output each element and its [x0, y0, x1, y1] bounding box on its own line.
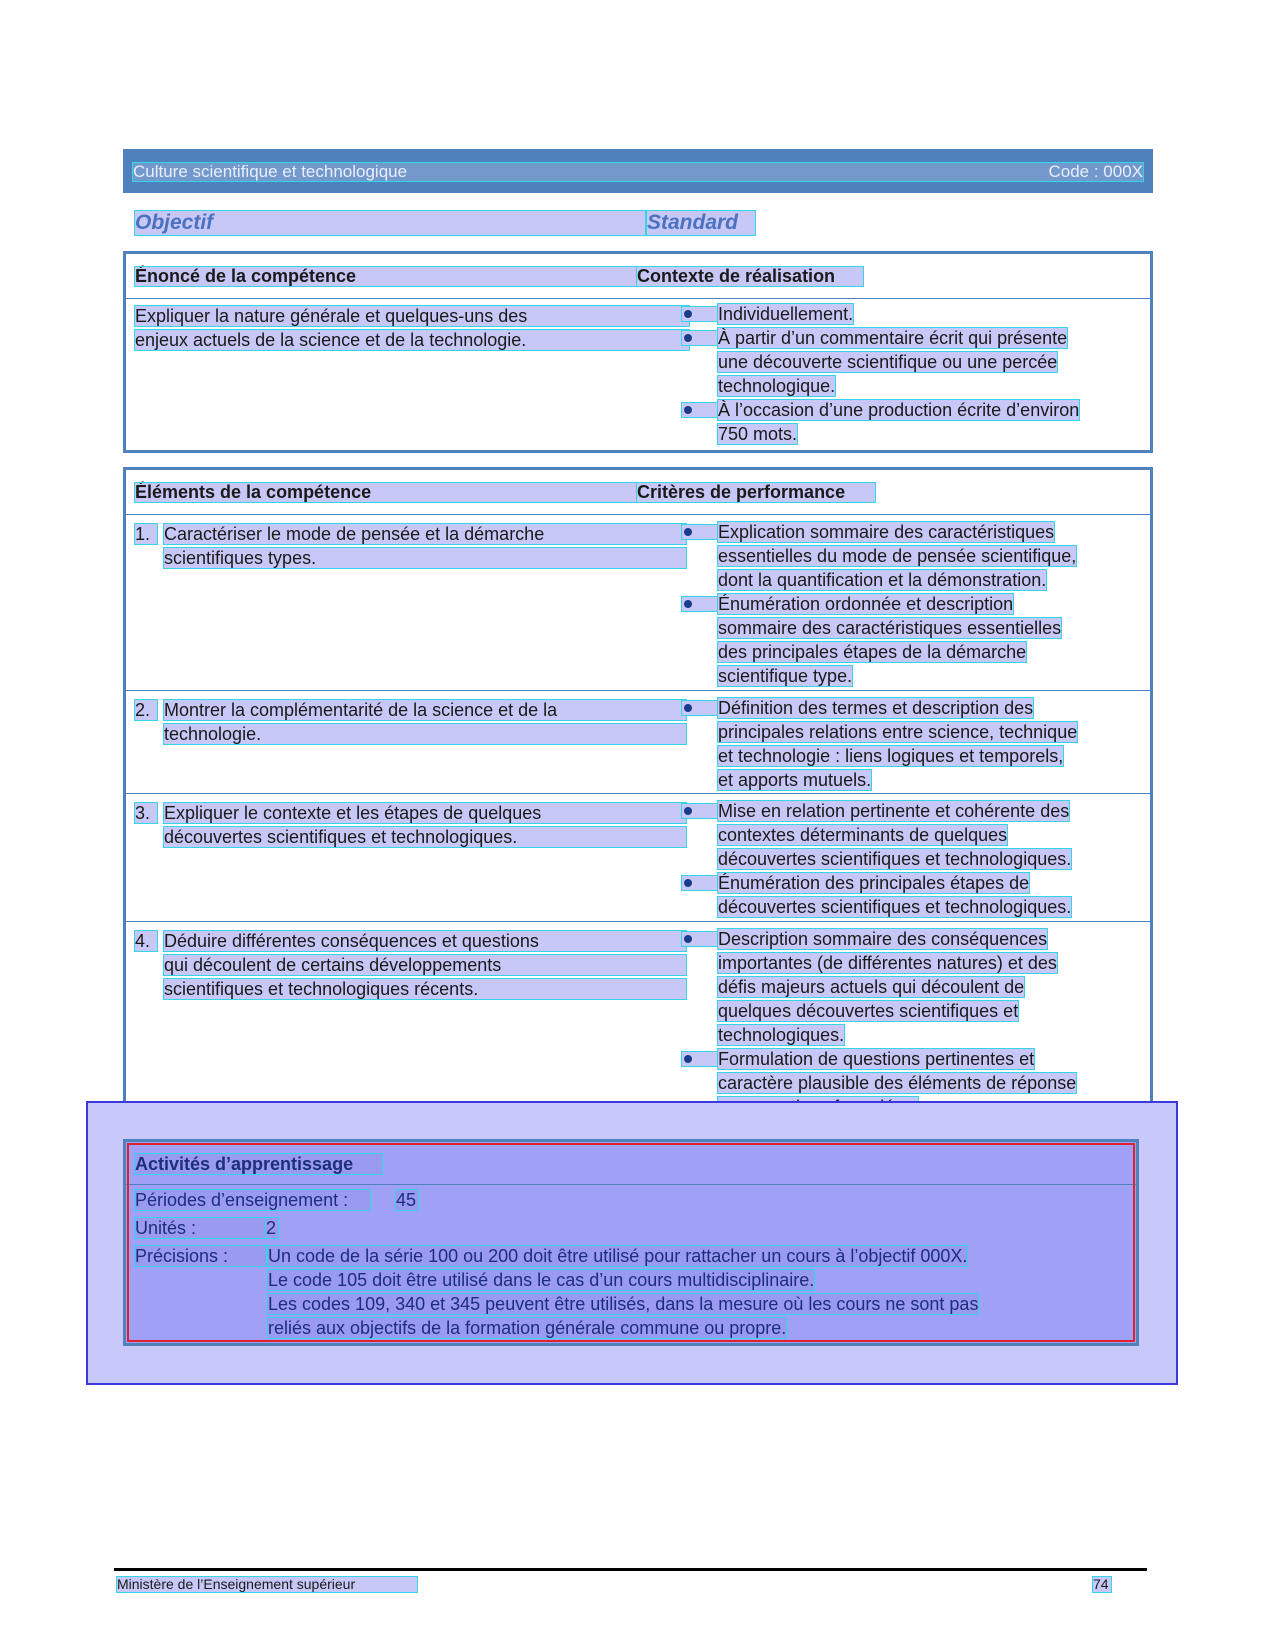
context-bullet-line: 750 mots.	[718, 424, 798, 444]
criterion-line: Énumération ordonnée et description	[718, 594, 1014, 614]
bullet-dot-icon	[684, 935, 692, 943]
competence-table	[123, 251, 1153, 453]
precision-line: Le code 105 doit être utilisé dans le cas d’un cours multidisciplinaire.	[268, 1270, 815, 1290]
elements-table-header	[126, 470, 1150, 515]
element-text-line: scientifiques types.	[164, 548, 686, 568]
footer-page-number: 74	[1093, 1577, 1111, 1592]
criterion-line: importantes (de différentes natures) et des	[718, 953, 1057, 973]
criterion-line: Formulation de questions pertinentes et	[718, 1049, 1035, 1069]
context-bullet-line: À partir d’un commentaire écrit qui présente	[718, 328, 1068, 348]
table-row-divider	[126, 690, 1150, 691]
element-number: 2.	[135, 700, 157, 720]
periods-label: Périodes d’enseignement :	[135, 1190, 370, 1210]
competence-statement-line: Expliquer la nature générale et quelques-uns des	[135, 306, 689, 326]
competence-statement-header: Énoncé de la compétence	[135, 267, 755, 286]
criterion-line: contextes déterminants de quelques	[718, 825, 1008, 845]
competence-table-header	[126, 254, 1150, 299]
competence-statement-line: enjeux actuels de la science et de la technologie.	[135, 330, 689, 350]
criterion-line: Description sommaire des conséquences	[718, 929, 1048, 949]
precisions-label: Précisions :	[135, 1246, 266, 1266]
criterion-line: des principales étapes de la démarche	[718, 642, 1027, 662]
criterion-line: technologiques.	[718, 1025, 845, 1045]
table-row-divider	[126, 793, 1150, 794]
bullet-dot-icon	[684, 807, 692, 815]
performance-criteria-header: Critères de performance	[637, 483, 875, 502]
objectif-standard-row	[135, 211, 756, 235]
context-bullet-line: une découverte scientifique ou une percée	[718, 352, 1058, 372]
element-text-line: découvertes scientifiques et technologiques.	[164, 827, 686, 847]
bullet-dot-icon	[684, 1055, 692, 1063]
criterion-line: caractère plausible des éléments de réponse	[718, 1073, 1077, 1093]
element-number: 3.	[135, 803, 157, 823]
course-title: Culture scientifique et technologique	[133, 162, 408, 181]
realisation-context-header: Contexte de réalisation	[637, 267, 863, 286]
element-text-line: Montrer la complémentarité de la science et de la	[164, 700, 686, 720]
units-value: 2	[266, 1218, 277, 1238]
criterion-line: essentielles du mode de pensée scientifique,	[718, 546, 1077, 566]
bullet-dot-icon	[684, 528, 692, 536]
context-bullet-line: Individuellement.	[718, 304, 854, 324]
precision-line: Les codes 109, 340 et 345 peuvent être utilisés, dans la mesure où les cours ne sont pas	[268, 1294, 979, 1314]
criterion-line: Mise en relation pertinente et cohérente des	[718, 801, 1070, 821]
element-text-line: Déduire différentes conséquences et questions	[164, 931, 686, 951]
criterion-line: principales relations entre science, technique	[718, 722, 1078, 742]
criterion-line: défis majeurs actuels qui découlent de	[718, 977, 1025, 997]
element-text-line: qui découlent de certains développements	[164, 955, 686, 975]
criterion-line: Explication sommaire des caractéristiques	[718, 522, 1055, 542]
bullet-dot-icon	[684, 879, 692, 887]
element-number: 1.	[135, 524, 157, 544]
criterion-line: sommaire des caractéristiques essentielles	[718, 618, 1062, 638]
criterion-line: Énumération des principales étapes de	[718, 873, 1030, 893]
bullet-dot-icon	[684, 704, 692, 712]
periods-value: 45	[396, 1190, 417, 1210]
bullet-dot-icon	[684, 334, 692, 342]
element-number: 4.	[135, 931, 157, 951]
criterion-line: dont la quantification et la démonstration.	[718, 570, 1047, 590]
activities-title: Activités d’apprentissage	[135, 1154, 382, 1174]
criterion-line: découvertes scientifiques et technologiques.	[718, 849, 1072, 869]
bullet-dot-icon	[684, 406, 692, 414]
precision-line: reliés aux objectifs de la formation générale commune ou propre.	[268, 1318, 787, 1338]
element-text-line: Caractériser le mode de pensée et la démarche	[164, 524, 686, 544]
context-bullet-line: À l’occasion d’une production écrite d’environ	[718, 400, 1080, 420]
competence-elements-header: Éléments de la compétence	[135, 483, 755, 502]
criterion-line: Définition des termes et description des	[718, 698, 1034, 718]
objectif-heading: Objectif	[135, 211, 645, 235]
footer-rule	[114, 1568, 1147, 1571]
course-header-bar	[133, 163, 1143, 181]
units-label: Unités :	[135, 1218, 265, 1238]
criterion-line: scientifique type.	[718, 666, 853, 686]
criterion-line: et technologie : liens logiques et temporels,	[718, 746, 1064, 766]
element-text-line: Expliquer le contexte et les étapes de quelques	[164, 803, 686, 823]
footer-ministry: Ministère de l’Enseignement supérieur	[117, 1577, 417, 1592]
standard-heading: Standard	[647, 211, 755, 235]
criterion-line: découvertes scientifiques et technologiques.	[718, 897, 1072, 917]
bullet-dot-icon	[684, 600, 692, 608]
course-code: Code : 000X	[1048, 162, 1143, 181]
context-bullet-line: technologique.	[718, 376, 836, 396]
table-row-divider	[126, 921, 1150, 922]
elements-table	[123, 467, 1153, 1120]
element-text-line: technologie.	[164, 724, 686, 744]
element-text-line: scientifiques et technologiques récents.	[164, 979, 686, 999]
precision-line: Un code de la série 100 ou 200 doit être utilisé pour rattacher un cours à l’objectif 000X.	[268, 1246, 968, 1266]
criterion-line: quelques découvertes scientifiques et	[718, 1001, 1019, 1021]
criterion-line: et apports mutuels.	[718, 770, 872, 790]
bullet-dot-icon	[684, 310, 692, 318]
course-header-band	[123, 149, 1153, 193]
